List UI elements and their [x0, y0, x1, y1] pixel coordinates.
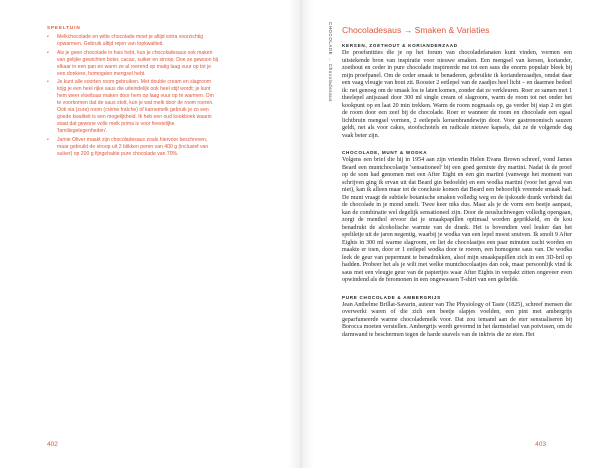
- tips-list: [47, 34, 219, 158]
- running-head: [327, 22, 333, 242]
- sections: [342, 43, 572, 349]
- section-kersen: [342, 43, 572, 140]
- book-gutter: [288, 0, 314, 468]
- tip-item: • Je kunt alle soorten room gebruiken. Met double cream en slagroom krijg je een heel rijke saus die uiteindelijk ook heel stijf wordt; je kunt hem weer vloeibaar maken door hem op laag vuur op te warmen. Om te voorkomen dat de saus stolt, kun je wat melk door de room roeren. Ook via (zure) room (crème fraîche) of karnemelk gebruik je zo een goede kwaliteit is een mogelijkheid. Ik heb een oud kookboek waarin staat dat gewone volle melk prima is voor feestelijke 'familiegelegenheden'.: [47, 79, 219, 135]
- tip-item: • Melkchocolade en witte chocolade moet je altijd extra voorzichtig opwarmen. Gebruik altijd rejen van topkwaliteit.: [47, 34, 219, 48]
- running-head-text: [328, 22, 333, 102]
- section-munt-wodka: [342, 150, 572, 285]
- section-ambergrijs: [342, 295, 572, 340]
- running-head-separator: →: [328, 57, 333, 63]
- chapter-title: Chocoladesaus → Smaken & Variaties: [342, 25, 490, 35]
- right-page: [342, 0, 574, 468]
- section-heading: KERSEN, ZOETHOUT & KORIANDERZAAD: [342, 43, 458, 48]
- page-number-left: 402: [47, 441, 58, 448]
- tip-item: • Jamie Oliver maakt zijn chocoladesaus zoals hiervoor beschreven, maar gebruikt de siroop uit 2 blikken peren van 400 g (inclusief van suiker) op 200 g fijngehakte pure chocolade van 70%.: [47, 137, 219, 158]
- running-head-part2: Chocoladesaus: [328, 63, 333, 102]
- tip-item: • Als je geen chocolade in huis hebt, kun je chocoladesaus ook maken van gelijke gewichten boter, cacao, suiker en siroop. Doe ze gewoon bij elkaar in een pan en warm ze al roerend op matig laag vuur op tot je een donkere, homogeen mengsel hebt.: [47, 50, 219, 78]
- section-body: Volgens een brief die hij in 1954 aan zijn vriendin Helen Evans Brown schreef, vond James Beard een muntchocolastje 'sensationeel' bij een goed gemixte dry martini. Nadat ik de proef op de som had genomen met een After Eight en een gin martini (vanwege het moment van schrijven ging ik ervan uit dat Beard gin bedoelde) en een wodka martini (voor het geval van niet), kan ik alleen maar tot de conclusie komen dat Beard een behoorlijk vreemde smaak had. De munt vraagt de subtiele botanische smaken volledig weg en de ijskoude drank verbindt dat de chocolade in je mond smelt. Twee keer niks dus. Maar als je de vorm een beetje aanpast, kan de combinatie wel degelijk sensationeel zijn. Door de neusluchtwegen volledig opengaan, zorgt de menthol ervoor dat je smaakpapillen optimaal worden geprikkeld, en de kou benadrukt de alcoholische warmte van de drank. Het is bovendien veel leuker dan het speltletje uit de jaren negentig, waarbij je wodka van een lepel moest snuiven. Ik smolt 9 After Eights in 300 ml warme slagroom, en liet de chocolaatjes een paar minuten zacht worden en maakte er toen, door er 1 eetlepel wodka door te roeren, een homogene saus van. De wodka leek de geur van pepermunt te benadrukken, alsof mijn smaakpapillen zich in een 3D-bril op hadden. Probeer het als je wilt met welke muntchocolaatjes dan ook, maar persoonlijk vind ik saus met een vleugje geur van de papiertjes waar After Eights in verpakt zitten ongeveer even opwindend als de feromonen in een ongewassen T-shirt van een geliefde.: [342, 157, 572, 283]
- running-head-part1: CHOCOLADE: [328, 22, 333, 56]
- tips-heading: SPEELTUIN: [47, 25, 81, 30]
- section-body: Jean Anthelme Brillat-Savarin, auteur van The Physiology of Taste (1825), schreef mensen die overwerkt waren of die zich een beetje slapjes voelden, een pint met ambergrijs geparfumeerde warme chocolademelk voor. Dat zou iemand aan de eter sensualiseren bij Borocca moeten verstellen. Ambergrijs wordt gevormd in het darmstelsel van potvissen, om de darmwand te beschermen tegen de harde snavels van de inktvis die ze eten. Het: [342, 301, 572, 338]
- left-page: [0, 0, 290, 468]
- section-heading: CHOCOLADE, MUNT & WODKA: [342, 150, 428, 155]
- tips-box: [47, 25, 219, 159]
- section-body: De proefsnitties die je op het forum van chocoladefanaten kunt vinden, vormen een uitstekende bron van inspiratie voor nieuwe smaken. Een mengsel van kersen, koriander, zoethout en ceder in pure chocolade inspireerde me tot een saus die enorm populair bleek bij mijn proefpanel. Om de ceder smaak te benaderen, gebruikte ik korianderzaadjes, omdat daar een vaag vleugje van hout zit. Rooster 2 eetlepel van de zaadjes heel licht – en daarmee bedoel ik: net genoeg om de smaak los te laten komen, zonder dat ze verkleuren. Roer ze samen met 1 theelepel anijszaad door 300 ml single cream of slagroom, warm de room tot net onder het kookpunt op en laat 20 min trekken. Warm de room nogmaals op, ga verder bij stap 2 en giet de room door een zeef bij de chocolade. Roer er wanneer de room en chocolade een egaal lichtbruin mengsel vormen, 2 eetlepels kersenbrandewijn door. Voor gastronomisch sauzen geldt, net als voor cakes, stoofschotels en radicale nieuwe kapsels, dat ze de volgende dag vaak beter zijn.: [342, 50, 572, 139]
- page-number-right: 403: [535, 441, 546, 448]
- section-heading: PURE CHOCOLADE & AMBERGRIJS: [342, 294, 441, 300]
